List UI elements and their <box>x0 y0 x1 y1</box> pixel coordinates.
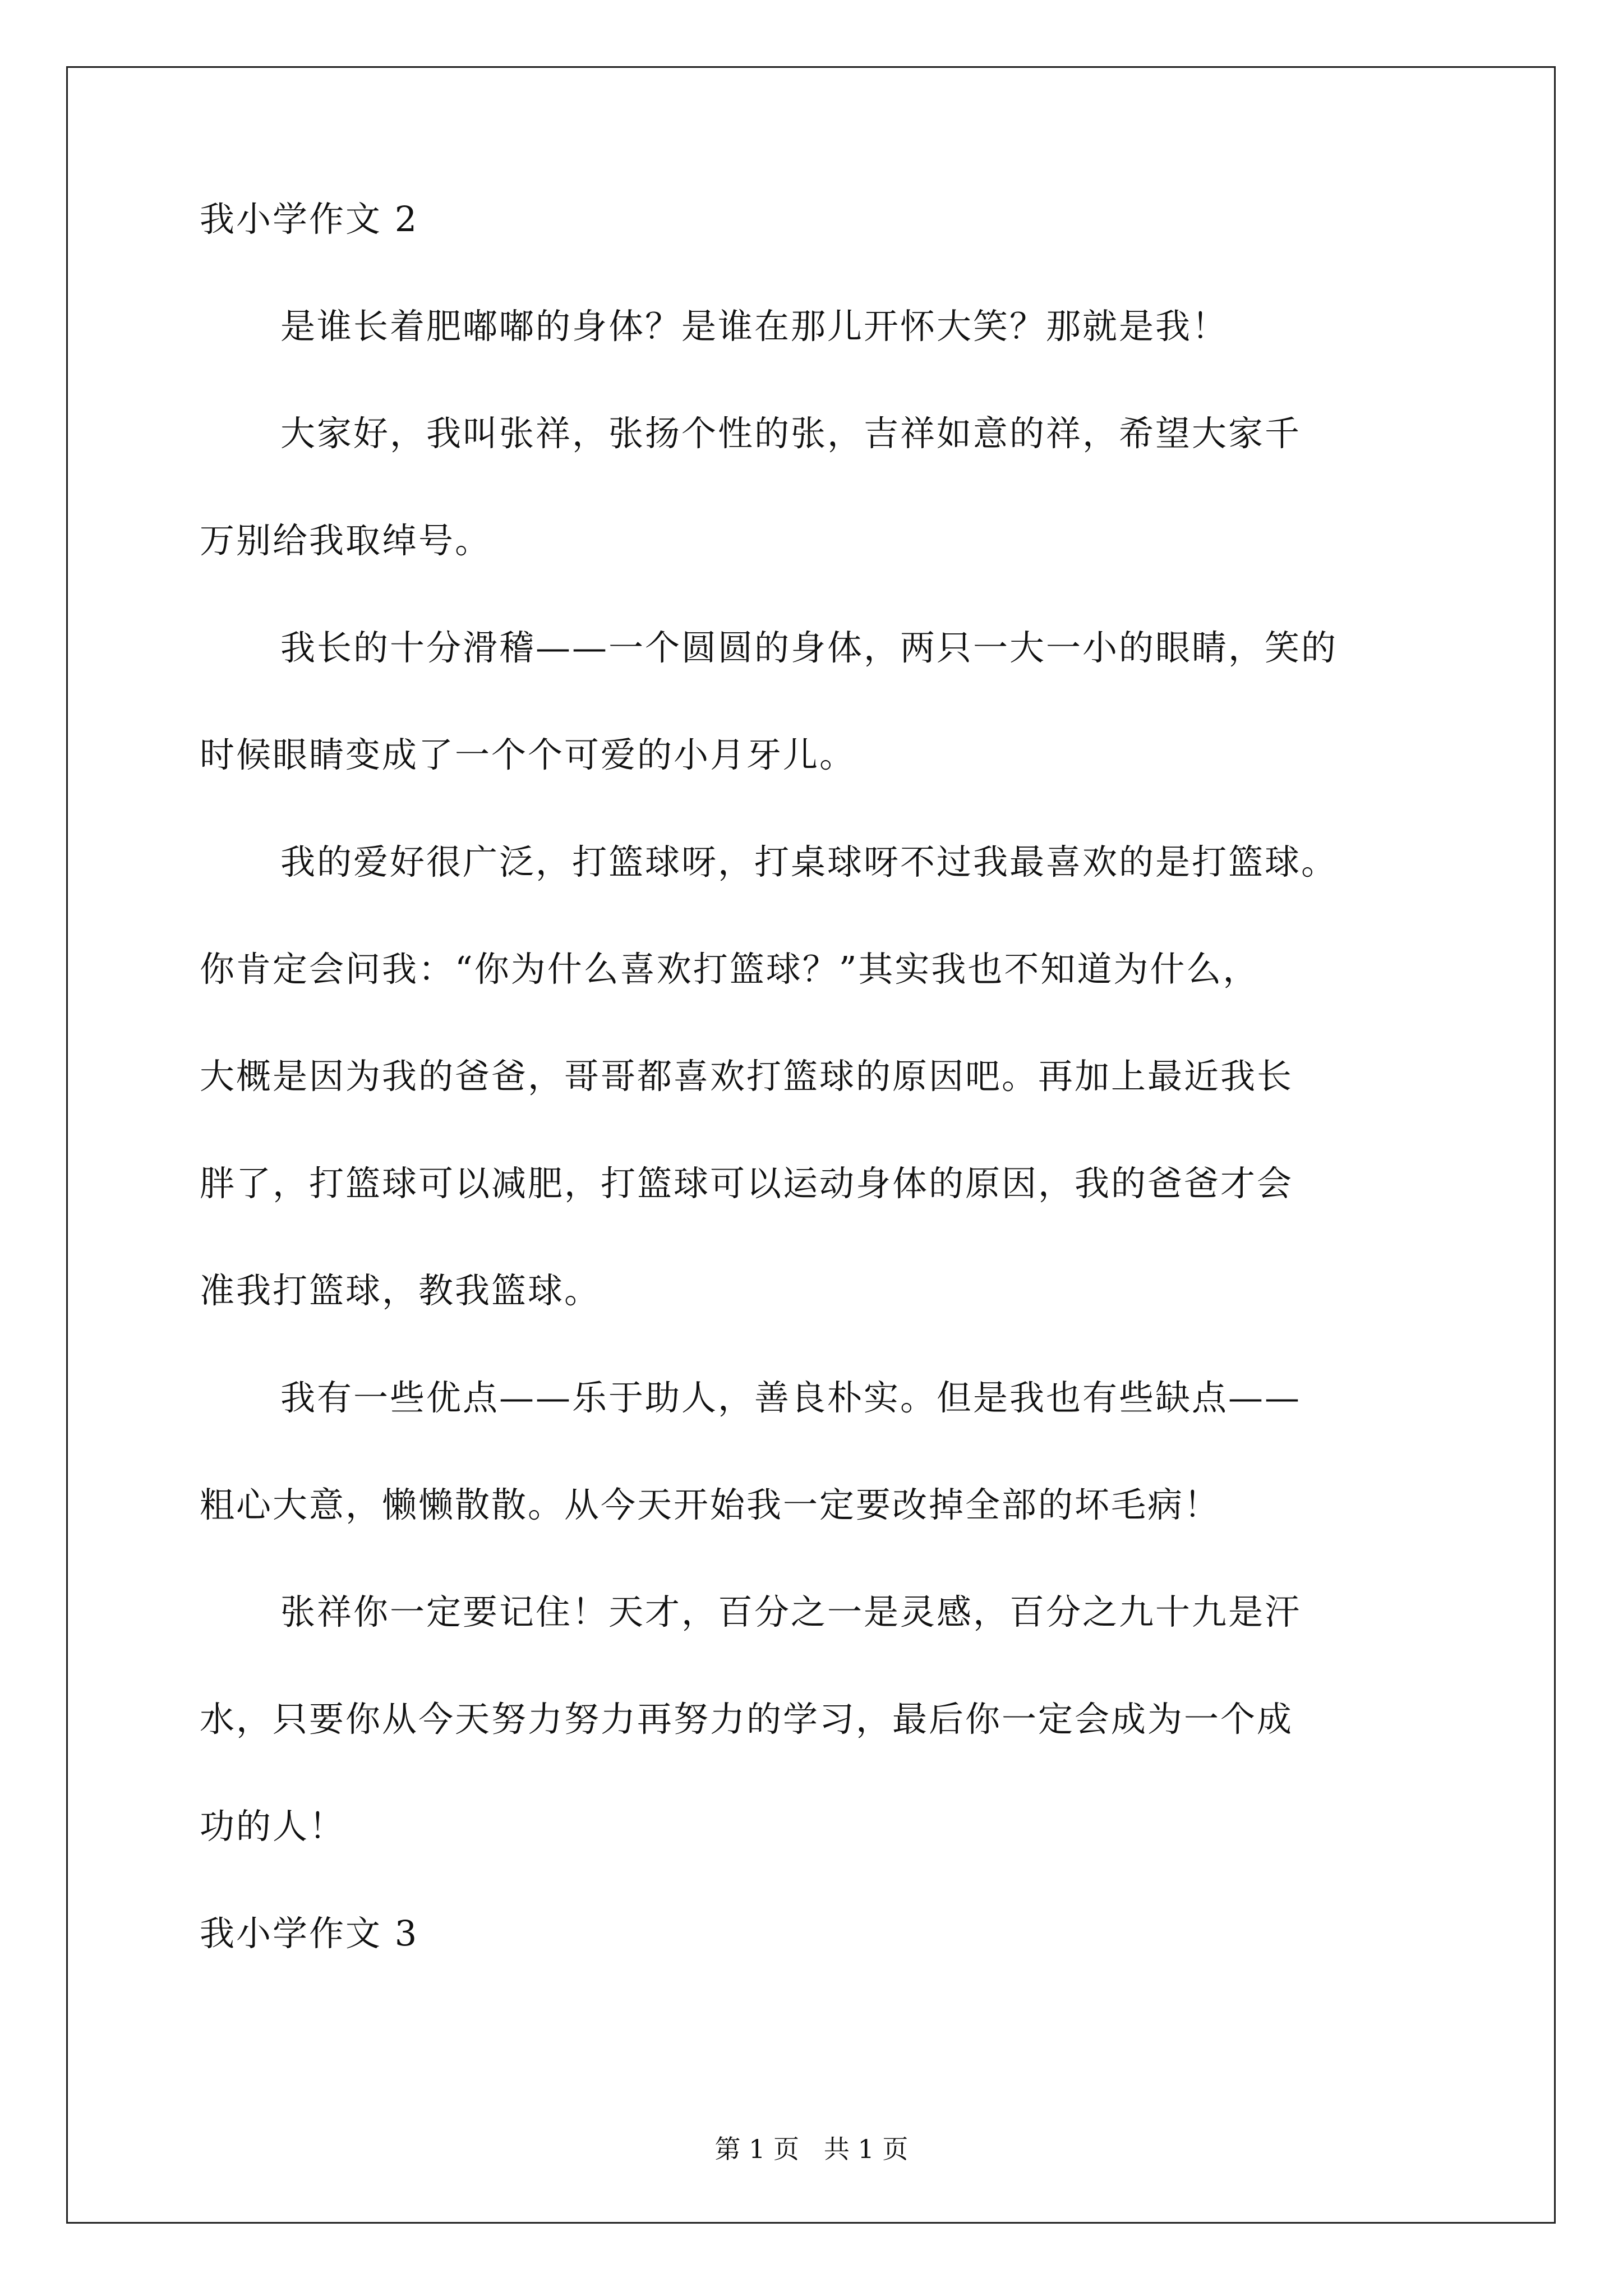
paragraph <box>200 627 1433 775</box>
page-footer: 第 1 页 共 1 页 <box>714 2134 909 2164</box>
document-body <box>200 199 1433 2023</box>
section-heading: 我小学作文 2 <box>200 199 419 240</box>
paragraph-line: 粗心大意，懒懒散散。从今天开始我一定要改掉全部的坏毛病！ <box>200 1484 1221 1525</box>
paragraph-line: 大概是因为我的爸爸，哥哥都喜欢打篮球的原因吧。再加上最近我长 <box>200 1056 1294 1097</box>
paragraph-line: 是谁长着肥嘟嘟的身体？是谁在那儿开怀大笑？那就是我！ <box>280 306 1229 347</box>
paragraph-line: 万别给我取绰号。 <box>200 520 492 561</box>
paragraph-line: 大家好，我叫张祥，张扬个性的张，吉祥如意的祥，希望大家千 <box>280 413 1302 454</box>
paragraph-line: 功的人！ <box>200 1806 346 1847</box>
paragraph <box>200 1591 1433 1847</box>
paragraph <box>200 306 1433 347</box>
paragraph-line: 你肯定会问我：“你为什么喜欢打篮球？”其实我也不知道为什么， <box>200 949 1260 990</box>
paragraph-line: 我的爱好很广泛，打篮球呀，打桌球呀不过我最喜欢的是打篮球。 <box>280 841 1338 882</box>
paragraph-line: 张祥你一定要记住！天才，百分之一是灵感，百分之九十九是汗 <box>280 1591 1302 1632</box>
paragraph <box>200 1377 1433 1525</box>
paragraph-line: 我长的十分滑稽——一个圆圆的身体，两只一大一小的眼睛，笑的 <box>280 627 1338 668</box>
paragraph-line: 时候眼睛变成了一个个可爱的小月牙儿。 <box>200 734 856 775</box>
paragraph-line: 准我打篮球，教我篮球。 <box>200 1270 601 1311</box>
paragraph-line: 胖了，打篮球可以减肥，打篮球可以运动身体的原因，我的爸爸才会 <box>200 1163 1294 1204</box>
paragraph-line: 水，只要你从今天努力努力再努力的学习，最后你一定会成为一个成 <box>200 1699 1294 1740</box>
section-heading: 我小学作文 3 <box>200 1913 419 1954</box>
paragraph-line: 我有一些优点——乐于助人，善良朴实。但是我也有些缺点—— <box>280 1377 1302 1418</box>
paragraph <box>200 413 1433 561</box>
paragraph <box>200 841 1433 1311</box>
